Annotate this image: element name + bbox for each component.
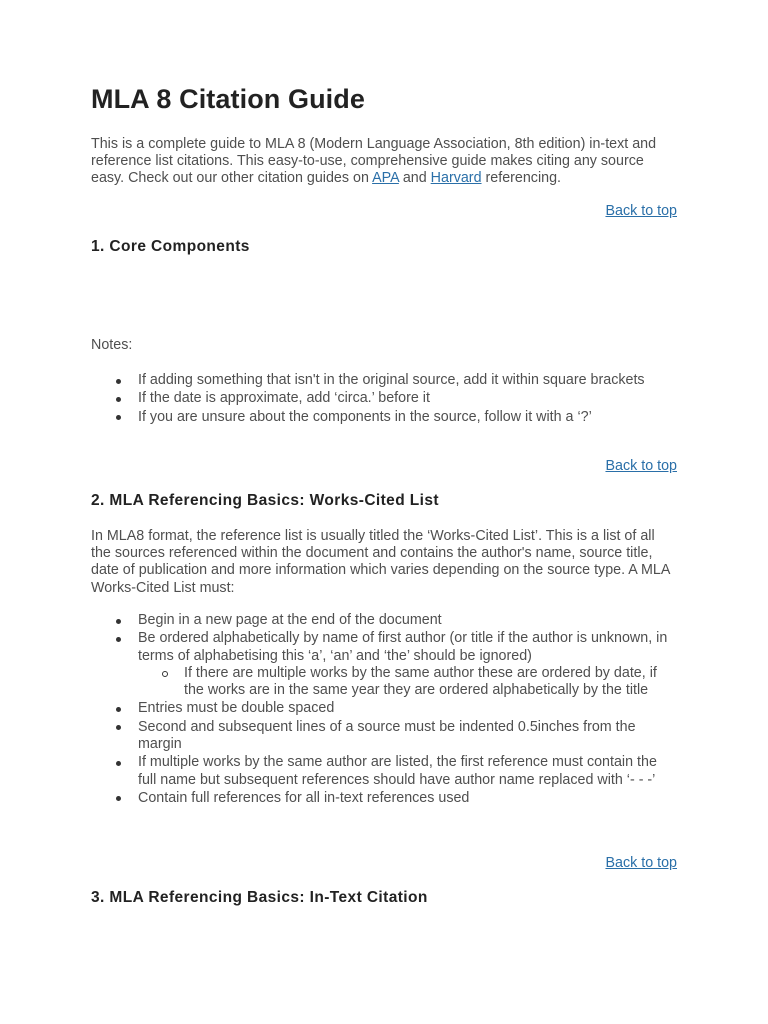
back-to-top-link-2[interactable]: Back to top — [605, 458, 677, 474]
list-item: If multiple works by the same author are listed, the first reference must contain the full name but subsequent references should have author name replaced with ‘- - -’ — [91, 754, 677, 788]
list-item: If the date is approximate, add ‘circa.’ before it — [91, 390, 677, 407]
intro-text-start: This is a complete guide to MLA 8 (Modern Language Association, 8th edition) in-text and reference list citations. This easy-to-use, comprehensive guide makes citing any source easy. Check out our other citation guides on — [91, 136, 657, 187]
intro-paragraph — [91, 136, 677, 188]
nested-list — [138, 665, 677, 699]
notes-label: Notes: — [91, 337, 133, 353]
list-item: Entries must be double spaced — [91, 700, 677, 717]
list-item: If you are unsure about the components in the source, follow it with a ‘?’ — [91, 409, 677, 426]
list-item: Begin in a new page at the end of the document — [91, 612, 677, 629]
notes-list — [91, 372, 677, 427]
apa-link[interactable]: APA — [372, 170, 399, 187]
list-item — [91, 630, 677, 699]
intro-text-and: and — [398, 170, 431, 187]
back-to-top-link-3[interactable]: Back to top — [605, 855, 677, 871]
section-heading-works-cited: 2. MLA Referencing Basics: Works-Cited List — [91, 492, 439, 509]
list-item: If adding something that isn't in the original source, add it within square brackets — [91, 372, 677, 389]
nested-list-item: If there are multiple works by the same author these are ordered by date, if the works are in the same year they are ordered alphabetically by the title — [138, 665, 677, 699]
works-cited-rules-list — [91, 612, 677, 808]
section-heading-core-components: 1. Core Components — [91, 238, 250, 255]
page-title: MLA 8 Citation Guide — [91, 84, 365, 114]
list-item-text: Be ordered alphabetically by name of first author (or title if the author is unknown, in terms of alphabetising this ‘a’, ‘an’ and ‘the’ should be ignored) — [138, 630, 668, 664]
list-item: Second and subsequent lines of a source must be indented 0.5inches from the margin — [91, 719, 677, 753]
section-heading-in-text-citation: 3. MLA Referencing Basics: In-Text Citation — [91, 889, 428, 906]
works-cited-paragraph: In MLA8 format, the reference list is usually titled the ‘Works-Cited List’. This is a list of all the sources referenced within the document and contains the author's name, source title, date of publication and more information which varies depending on the source type. A MLA Works-Cited List must: — [91, 528, 670, 596]
back-to-top-link-1[interactable]: Back to top — [605, 203, 677, 219]
harvard-link[interactable]: Harvard — [430, 170, 482, 187]
intro-text-end: referencing. — [481, 170, 562, 187]
list-item: Contain full references for all in-text references used — [91, 790, 677, 807]
